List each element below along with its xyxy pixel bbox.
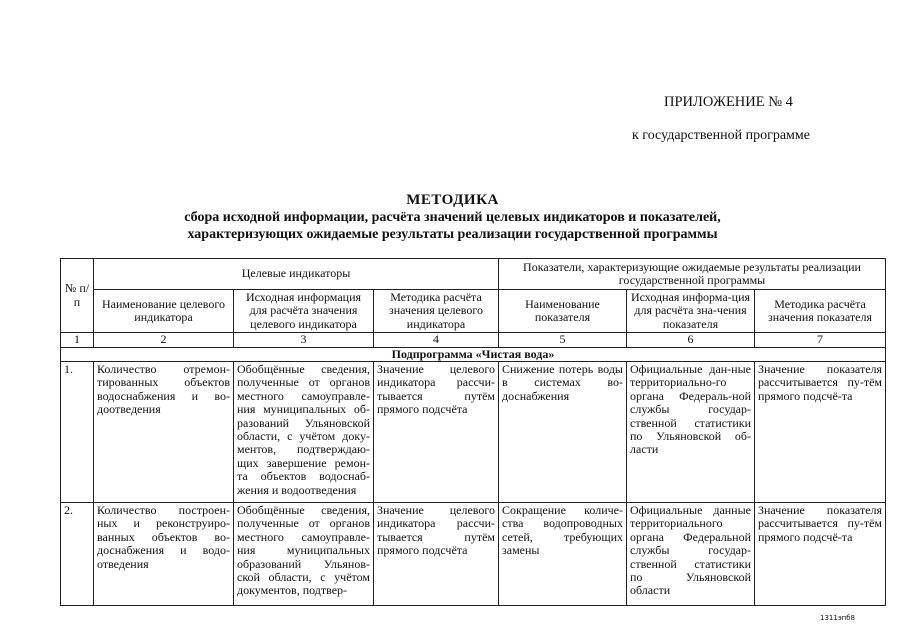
- index-method: Значение показателя рассчитывается пу-тём прямого подсчё-та: [755, 503, 886, 606]
- indicator-method: Значение целевого индикатора рассчи-тывается путём прямого подсчёта: [374, 362, 499, 503]
- column-numbers-row: [61, 333, 886, 347]
- table-row: [61, 362, 886, 503]
- index-name: Сокращение количе-ства водопроводных сетей, требующих замены: [499, 503, 627, 606]
- table-row: [61, 503, 886, 606]
- subprogram-title: Подпрограмма «Чистая вода»: [61, 347, 886, 361]
- header-col-2: Наименование целевого индикатора: [94, 290, 234, 333]
- row-num: 2.: [61, 503, 94, 606]
- page-stamp: 1311эпб8: [820, 614, 856, 622]
- indicator-source: Обобщённые сведения, полученные от органов местного самоуправле-ния муниципальных образований Ульянов-ской области, с учётом документов, подтвер-: [234, 503, 374, 606]
- header-col-6: Исходная информа-ция для расчёта зна-чения показателя: [627, 290, 755, 333]
- col-number: 3: [234, 333, 374, 347]
- col-number: 4: [374, 333, 499, 347]
- methodology-table: [60, 258, 886, 606]
- header-col-3: Исходная информация для расчёта значения целевого индикатора: [234, 290, 374, 333]
- header-col-7: Методика расчёта значения показателя: [755, 290, 886, 333]
- subprogram-row: [61, 347, 886, 361]
- col-number: 6: [627, 333, 755, 347]
- index-method: Значение показателя рассчитывается пу-тём прямого подсчё-та: [755, 362, 886, 503]
- header-col-5: Наименование показателя: [499, 290, 627, 333]
- indicator-method: Значение целевого индикатора рассчи-тывается путём прямого подсчёта: [374, 503, 499, 606]
- header-group-indices: Показатели, характеризующие ожидаемые результаты реализации государственной программы: [499, 259, 886, 290]
- indicator-name: Количество отремон-тированных объектов водоснабжения и во-доотведения: [94, 362, 234, 503]
- document-subtitle-line2: характеризующих ожидаемые результаты реализации государственной программы: [187, 227, 718, 242]
- document-title: МЕТОДИКА: [406, 192, 499, 208]
- col-number: 1: [61, 333, 94, 347]
- index-source: Официальные данные территориального органа Федеральной службы государ-ственной статистики по Ульяновской области: [627, 503, 755, 606]
- table-header-row-2: [61, 290, 886, 333]
- document-subtitle-line1: сбора исходной информации, расчёта значений целевых индикаторов и показателей,: [184, 210, 721, 225]
- header-num: № п/п: [61, 259, 94, 333]
- indicator-source: Обобщённые сведения, полученные от органов местного самоуправле-ния муниципальных об-разований Ульяновской области, с учётом доку-ментов, подтверждаю-щих завершение ремон-та объектов водоснаб-жения и водоотведения: [234, 362, 374, 503]
- index-source: Официальные дан-ные территориально-го органа Федераль-ной службы государ-ственной статистики по Ульяновской об-ласти: [627, 362, 755, 503]
- table-header-row-1: [61, 259, 886, 290]
- indicator-name: Количество построен-ных и реконструиро-ванных объектов во-доснабжения и водо-отведения: [94, 503, 234, 606]
- appendix-subtitle: к государственной программе: [632, 128, 810, 143]
- header-group-indicators: Целевые индикаторы: [94, 259, 499, 290]
- header-col-4: Методика расчёта значения целевого индикатора: [374, 290, 499, 333]
- row-num: 1.: [61, 362, 94, 503]
- col-number: 5: [499, 333, 627, 347]
- col-number: 7: [755, 333, 886, 347]
- index-name: Снижение потерь воды в системах во-доснабжения: [499, 362, 627, 503]
- appendix-label: ПРИЛОЖЕНИЕ № 4: [664, 94, 793, 110]
- col-number: 2: [94, 333, 234, 347]
